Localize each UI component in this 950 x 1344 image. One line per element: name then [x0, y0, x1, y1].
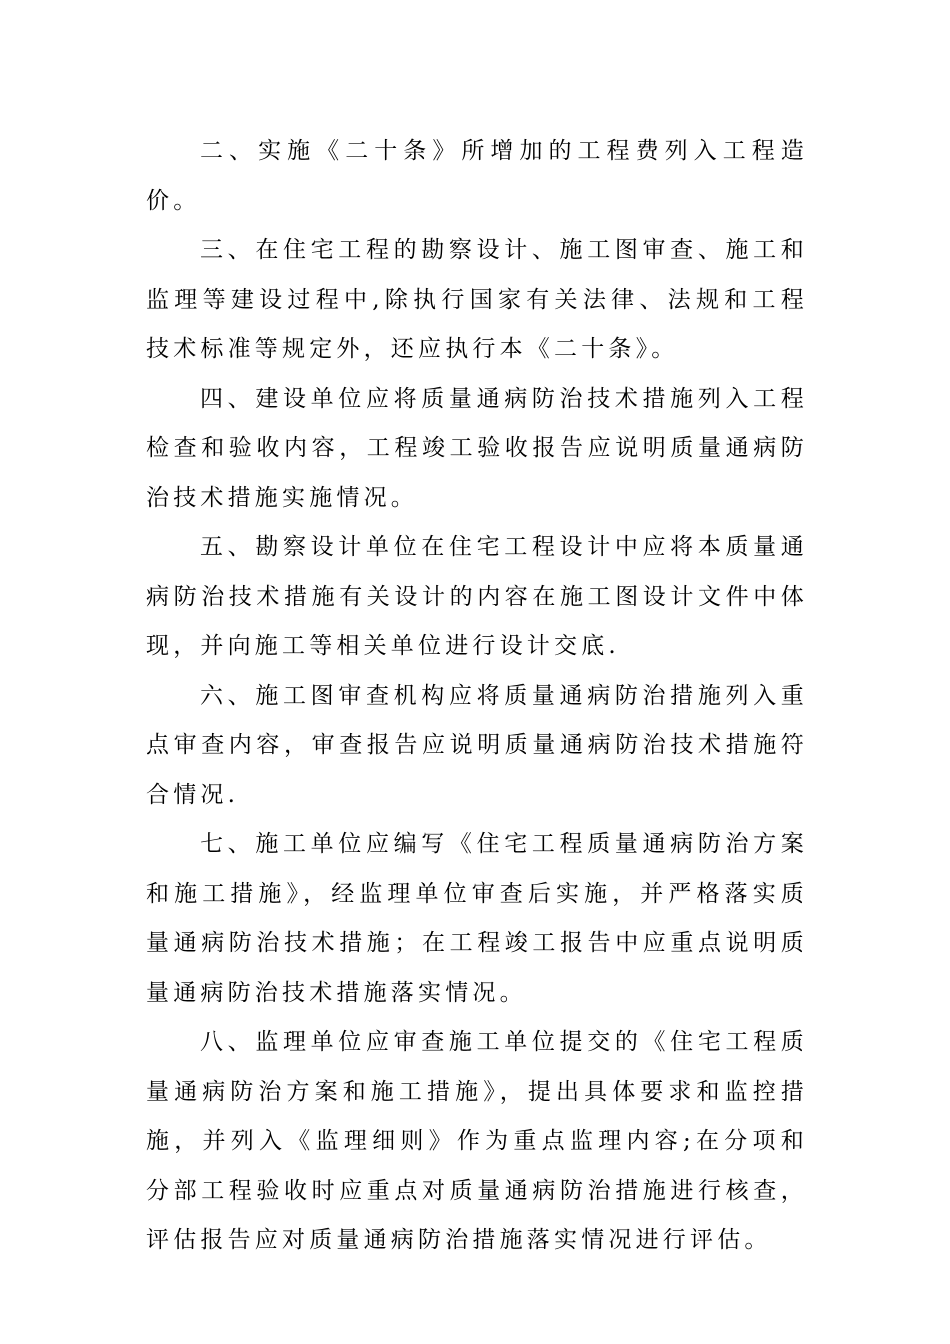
paragraph-item-6: 六、施工图审查机构应将质量通病防治措施列入重点审查内容，审查报告应说明质量通病防治技术措施符合情况.: [146, 682, 808, 808]
paragraph-item-7: 七、施工单位应编写《住宅工程质量通病防治方案和施工措施》，经监理单位审查后实施，并严格落实质量通病防治技术措施；在工程竣工报告中应重点说明质量通病防治技术措施落实情况。: [146, 831, 808, 1006]
document-body: [146, 127, 808, 1266]
paragraph-item-3: 三、在住宅工程的勘察设计、施工图审查、施工和监理等建设过程中,除执行国家有关法律、法规和工程技术标准等规定外，还应执行本《二十条》。: [146, 237, 808, 362]
paragraph-item-5: 五、勘察设计单位在住宅工程设计中应将本质量通病防治技术措施有关设计的内容在施工图设计文件中体现，并向施工等相关单位进行设计交底.: [146, 534, 808, 659]
paragraph-item-8: 八、监理单位应审查施工单位提交的《住宅工程质量通病防治方案和施工措施》，提出具体要求和监控措施，并列入《监理细则》作为重点监理内容;在分项和分部工程验收时应重点对质量通病防治措施进行核查，评估报告应对质量通病防治措施落实情况进行评估。: [146, 1029, 808, 1253]
paragraph-item-2: 二、实施《二十条》所增加的工程费列入工程造价。: [146, 138, 808, 214]
paragraph-item-4: 四、建设单位应将质量通病防治技术措施列入工程检查和验收内容，工程竣工验收报告应说明质量通病防治技术措施实施情况。: [146, 385, 808, 511]
